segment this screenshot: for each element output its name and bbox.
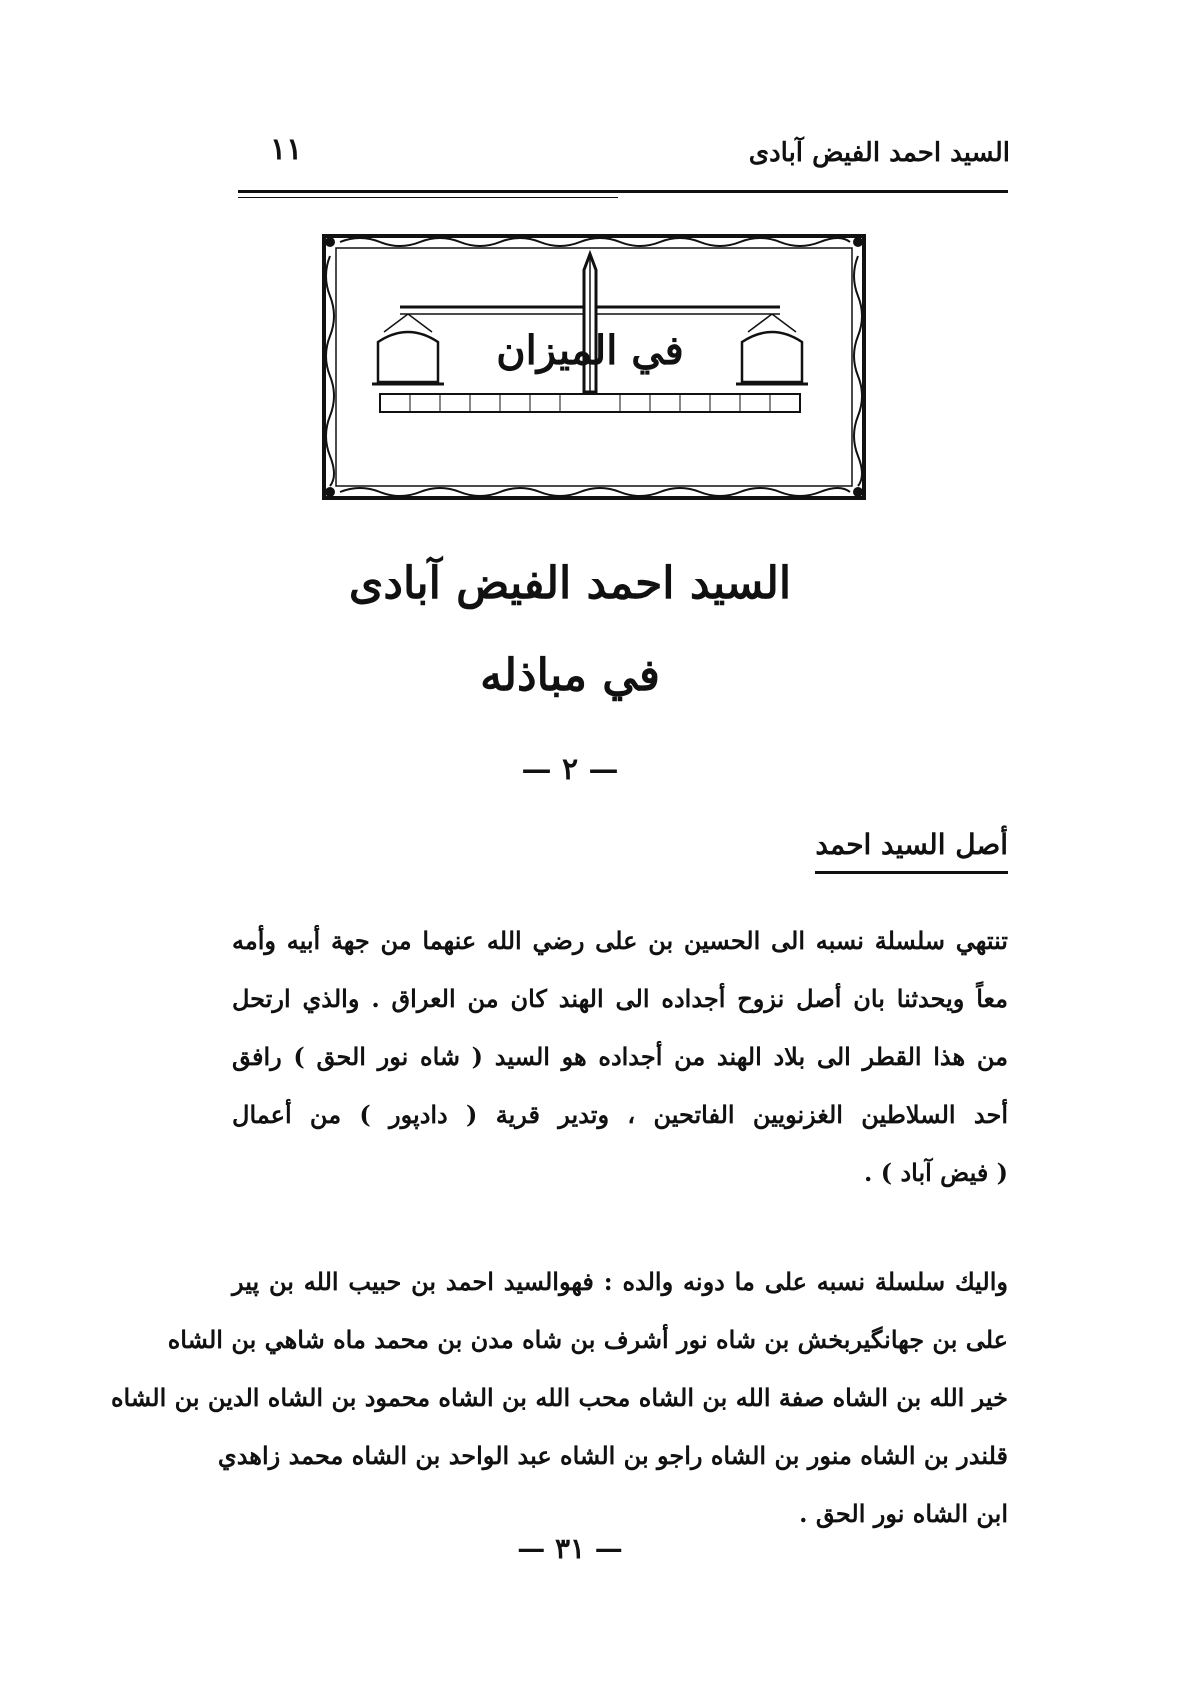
paragraph-line: أحد السلاطين الغزنويين الفاتحين ، وتدير قرية ( دادپور ) من أعمال: [232, 1100, 1008, 1129]
paragraph-line: خير الله بن الشاه صفة الله بن الشاه محب الله بن الشاه محمود بن الشاه الدين بن الشاه: [110, 1383, 1008, 1412]
paragraph-origin: [232, 912, 1008, 1202]
paragraph-line: على بن جهانگيربخش بن شاه نور أشرف بن شاه مدن بن محمد ماه شاهي بن الشاه: [167, 1325, 1008, 1354]
paragraph-lineage: [110, 1253, 1008, 1543]
paragraph-line: ( فيض آباد ) .: [864, 1158, 1008, 1187]
section-heading: أصل السيد احمد: [815, 828, 1008, 874]
running-title: السيد احمد الفيض آبادى: [748, 138, 1010, 168]
paragraph-line: واليك سلسلة نسبه على ما دونه والده : فهوالسيد احمد بن حبيب الله بن پير: [232, 1267, 1008, 1296]
ornamental-border: [320, 232, 920, 512]
page-number: ١١: [270, 132, 303, 167]
running-header: [270, 132, 1010, 182]
paragraph-line: من هذا القطر الى بلاد الهند من أجداده هو السيد ( شاه نور الحق ) رافق: [232, 1042, 1008, 1071]
article-subtitle: في مباذله: [480, 650, 660, 701]
footer-page-number: — ٣١ —: [517, 1532, 623, 1565]
paragraph-line: ابن الشاه نور الحق .: [799, 1499, 1008, 1528]
article-title: السيد احمد الفيض آبادى: [348, 558, 792, 609]
part-number: — ٢ —: [521, 752, 619, 787]
paragraph-line: تنتهي سلسلة نسبه الى الحسين بن على رضي الله عنهما من جهة أبيه وأمه: [232, 926, 1008, 955]
paragraph-line: قلندر بن الشاه منور بن الشاه راجو بن الشاه عبد الواحد بن الشاه محمد زاهدي: [217, 1441, 1008, 1470]
paragraph-line: معاً ويحدثنا بان أصل نزوح أجداده الى الهند كان من العراق . والذي ارتحل: [232, 984, 1008, 1013]
header-rule: [238, 190, 1008, 193]
banner-calligraphy: في الميزان: [496, 327, 684, 374]
ornamental-banner: [320, 232, 920, 512]
header-rule-thin: [238, 197, 618, 198]
